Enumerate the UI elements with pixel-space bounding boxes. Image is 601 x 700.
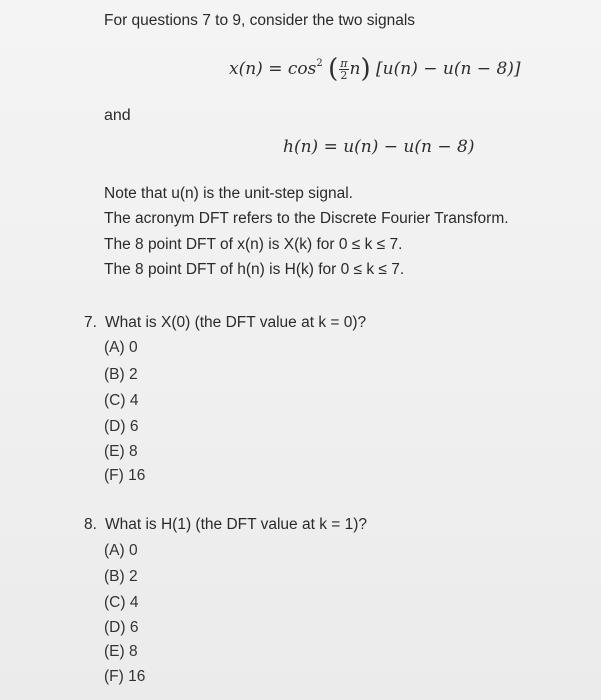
note-line-3: The 8 point DFT of x(n) is X(k) for 0 ≤ k ≤ 7. (104, 236, 403, 253)
question-8-option-e[interactable]: (E) 8 (104, 643, 138, 660)
note-line-1: Note that u(n) is the unit-step signal. (104, 185, 353, 202)
equation-x-exponent: 2 (316, 58, 323, 69)
question-8-text: What is H(1) (the DFT value at k = 1)? (105, 516, 368, 533)
question-8-option-d[interactable]: (D) 6 (104, 619, 139, 636)
fraction-numerator: π (340, 57, 348, 70)
and-label: and (104, 107, 131, 124)
right-paren: ) (360, 53, 371, 84)
question-7-option-d[interactable]: (D) 6 (104, 418, 139, 435)
equation-x (229, 53, 521, 84)
question-8-option-a[interactable]: (A) 0 (104, 542, 138, 559)
fraction-denominator: 2 (340, 69, 348, 82)
question-7-option-f[interactable]: (F) 16 (104, 467, 146, 484)
question-8-option-f[interactable]: (F) 16 (104, 668, 146, 685)
question-8-option-b[interactable]: (B) 2 (104, 568, 138, 585)
question-7-text: What is X(0) (the DFT value at k = 0)? (105, 314, 367, 331)
question-8-option-c[interactable]: (C) 4 (104, 594, 139, 611)
question-7-option-e[interactable]: (E) 8 (104, 443, 138, 460)
intro-text: For questions 7 to 9, consider the two signals (104, 12, 416, 29)
equation-x-n: n (349, 59, 361, 79)
equation-x-window: [u(n) − u(n − 8)] (376, 59, 521, 79)
question-8-number: 8. (84, 516, 97, 533)
equation-h: h(n) = u(n) − u(n − 8) (283, 137, 475, 157)
question-7-option-c[interactable]: (C) 4 (104, 392, 139, 409)
question-7-number: 7. (84, 314, 97, 331)
question-7-option-b[interactable]: (B) 2 (104, 366, 138, 383)
note-line-2: The acronym DFT refers to the Discrete Fourier Transform. (104, 210, 509, 227)
equation-x-lhs: x(n) = cos (229, 59, 317, 79)
note-line-4: The 8 point DFT of h(n) is H(k) for 0 ≤ k ≤ 7. (104, 261, 405, 278)
fraction-pi-over-2 (339, 58, 348, 81)
left-paren: ( (328, 53, 339, 84)
question-7-option-a[interactable]: (A) 0 (104, 339, 138, 356)
